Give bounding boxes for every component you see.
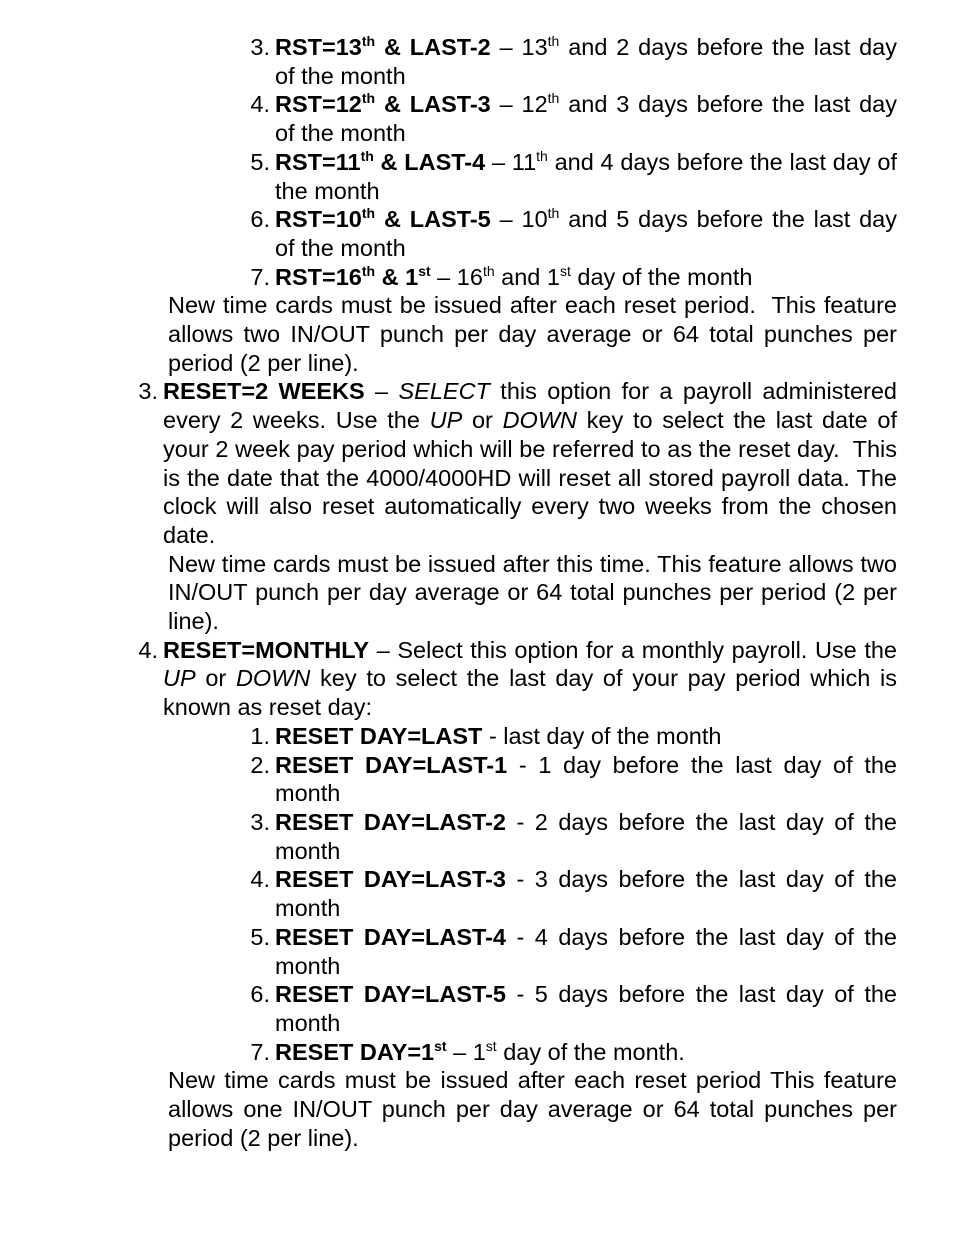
list-number: 5. <box>250 923 270 950</box>
list-item-reset-monthly: 4. RESET=MONTHLY – Select this option for a monthly payroll. Use the UP or DOWN key to select the last day of your pay period which is known as reset day: <box>0 636 954 722</box>
list-number: 1. <box>250 722 270 749</box>
list-number: 7. <box>250 263 270 290</box>
list-number: 3. <box>250 34 270 60</box>
list-number: 7. <box>250 1038 270 1065</box>
paragraph: New time cards must be issued after each reset period This feature allows one IN/OUT punch per day average or 64 total punches per period (2 per line). <box>168 1067 897 1151</box>
list-item: 6. RESET DAY=LAST-5 - 5 days before the last day of the month <box>0 980 954 1037</box>
list-number: 6. <box>250 981 270 1008</box>
document-page <box>0 33 954 1152</box>
list-item: 3. RST=13th & LAST-2 – 13th and 2 days before the last day of the month <box>0 33 954 90</box>
list-number: 2. <box>250 751 270 778</box>
list-number: 3. <box>250 808 270 835</box>
list-item: 5. RESET DAY=LAST-4 - 4 days before the last day of the month <box>0 923 954 980</box>
list-number: 4. <box>138 636 158 663</box>
list-item: 5. RST=11th & LAST-4 – 11th and 4 days before the last day of the month <box>0 148 954 205</box>
paragraph: New time cards must be issued after each reset period. This feature allows two IN/OUT punch per day average or 64 total punches per period (2 per line). <box>168 292 897 376</box>
list-number: 6. <box>250 206 270 233</box>
list-item: 4. RST=12th & LAST-3 – 12th and 3 days before the last day of the month <box>0 90 954 147</box>
list-item: 1. RESET DAY=LAST - last day of the month <box>0 722 954 751</box>
list-number: 4. <box>250 866 270 893</box>
list-item: 2. RESET DAY=LAST-1 - 1 day before the last day of the month <box>0 751 954 808</box>
list-item: 4. RESET DAY=LAST-3 - 3 days before the last day of the month <box>0 865 954 922</box>
list-item: 6. RST=10th & LAST-5 – 10th and 5 days before the last day of the month <box>0 205 954 262</box>
list-item: 3. RESET DAY=LAST-2 - 2 days before the last day of the month <box>0 808 954 865</box>
paragraph: New time cards must be issued after this time. This feature allows two IN/OUT punch per day average or 64 total punches per period (2 per line). <box>168 550 897 635</box>
list-item-reset-2-weeks: 3. RESET=2 WEEKS – SELECT this option for a payroll administered every 2 weeks. Use the UP or DOWN key to select the last date of your 2 week pay period which will be referred to as the reset day. This is the date that the 4000/4000HD will reset all stored payroll data. The clock will also reset automatically every two weeks from the chosen date. <box>0 377 954 549</box>
list-number: 4. <box>250 91 270 118</box>
list-item: 7. RESET DAY=1st – 1st day of the month. <box>0 1038 954 1067</box>
list-number: 5. <box>250 148 270 175</box>
list-item: 7. RST=16th & 1st – 16th and 1st day of the month <box>0 263 954 292</box>
list-number: 3. <box>138 378 158 405</box>
